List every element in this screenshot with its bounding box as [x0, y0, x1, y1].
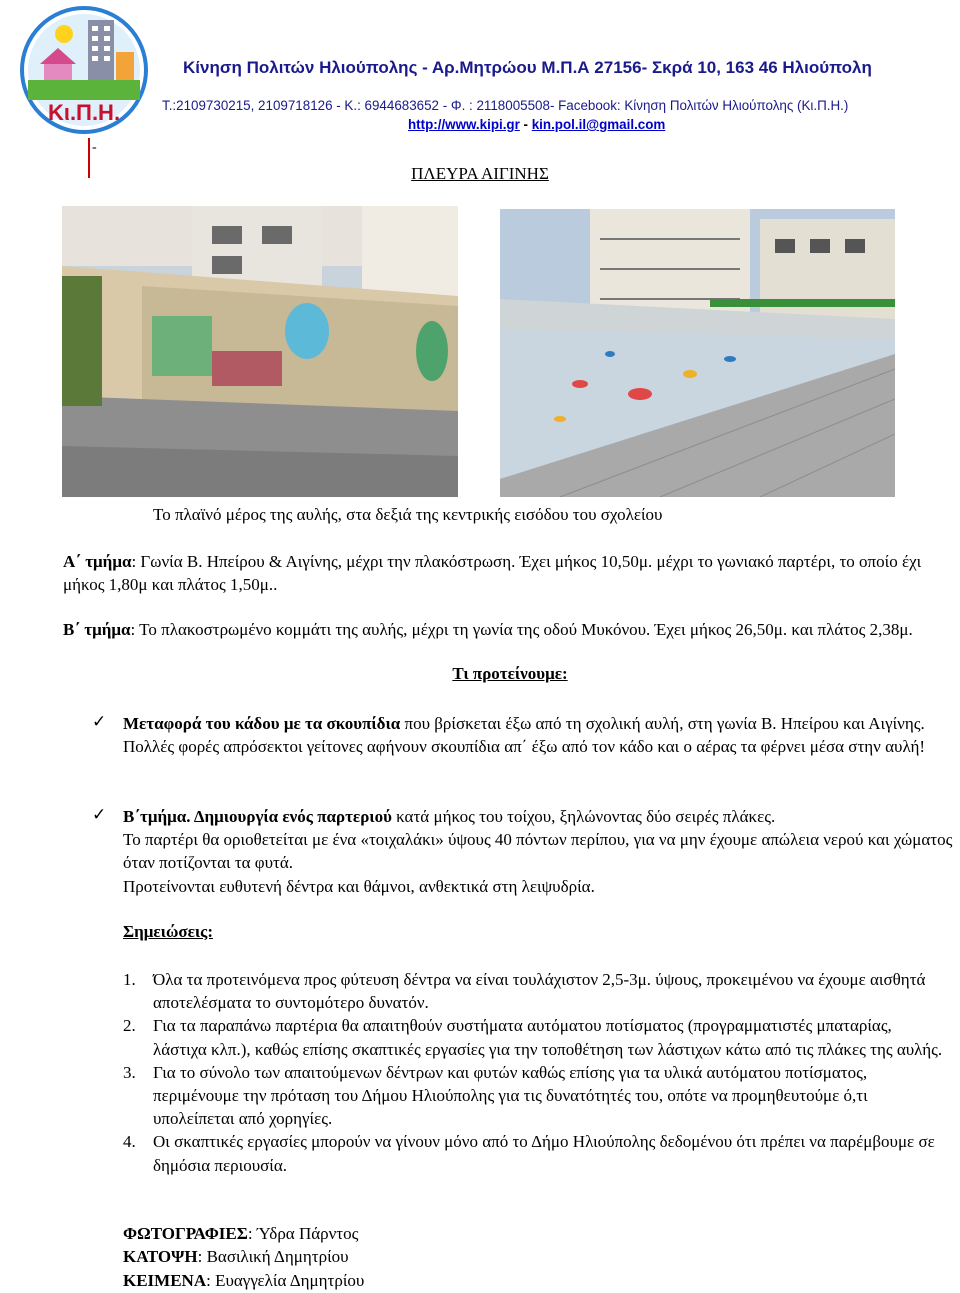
- credits-block: [123, 1222, 364, 1292]
- note-number: 1.: [123, 970, 136, 989]
- section-a-text: : Γωνία Β. Ηπείρου & Αιγίνης, μέχρι την πλακόστρωση. Έχει μήκος 10,50μ. μέχρι το γωνιακό παρτέρι, το οποίο έχι μήκος 1,80μ και πλάτος 1,50μ..: [63, 552, 922, 594]
- section-b-text: : Το πλακοστρωμένο κομμάτι της αυλής, μέχρι τη γωνία της οδού Μυκόνου. Έχει μήκος 26,50μ. και πλάτος 2,38μ.: [130, 620, 913, 639]
- list-item: [123, 1130, 943, 1176]
- credit-value: : Ύδρα Πάρντος: [247, 1224, 359, 1243]
- suggestion-2-line2: Το παρτέρι θα οριοθετείται με ένα «τοιχαλάκι» ύψους 40 πόντων περίπου, για να μην έχουμε απώλεια νερού και χώματος όταν ποτίζονται τα φυτά.: [123, 830, 953, 873]
- list-item: [123, 968, 943, 1014]
- photo-painted-wall-left: [62, 206, 458, 497]
- note-text: Οι σκαπτικές εργασίες μπορούν να γίνουν μόνο από το Δήμο Ηλιούπολης δεδομένου ότι πρέπει να παρέμβουμε σε δημόσια περιουσία.: [153, 1132, 935, 1175]
- header-address: Κίνηση Πολιτών Ηλιούπολης - Αρ.Μητρώου Μ.Π.Α 27156- Σκρά 10, 163 46 Ηλιούπολη: [183, 58, 872, 77]
- note-text: Για το σύνολο των απαιτούμενων δέντρων και φυτών καθώς επίσης για τα υλικά αυτόματου ποτίσματος, περιμένουμε την πρόταση του Δήμου Ηλιούπολης για τις δυνατότητές του, οπότε να προμηθευτούμε ό,τι υπολείπεται από χορηγίες.: [153, 1062, 868, 1129]
- notes-heading: Σημειώσεις:: [123, 922, 213, 941]
- photo-caption: Το πλαϊνό μέρος της αυλής, στα δεξιά της κεντρικής εισόδου του σχολείου: [153, 505, 663, 524]
- suggestion-item-2: [123, 805, 960, 898]
- credit-label: ΦΩΤΟΓΡΑΦΙΕΣ: [123, 1224, 248, 1243]
- credit-plan: [123, 1245, 364, 1268]
- credit-texts: [123, 1269, 364, 1292]
- suggestion-2-text: κατά μήκος του τοίχου, ξηλώνοντας δύο σειρές πλάκες.: [391, 807, 776, 826]
- email-link[interactable]: kin.pol.il@gmail.com: [531, 117, 666, 132]
- section-a-label: Α΄ τμήμα: [63, 552, 132, 571]
- credit-value: : Βασιλική Δημητρίου: [197, 1247, 349, 1267]
- link-separator: -: [519, 117, 532, 132]
- note-number: 2.: [123, 1016, 136, 1036]
- list-item: [123, 1061, 943, 1131]
- note-text: Όλα τα προτεινόμενα προς φύτευση δέντρα να είναι τουλάχιστον 2,5-3μ. ύψους, προκειμένου να έχουμε αισθητά αποτελέσματα το συντομότερο δυνατόν.: [153, 970, 926, 1013]
- section-a-paragraph: [63, 551, 933, 596]
- note-number: 3.: [123, 1062, 136, 1082]
- suggestion-1-bold: Μεταφορά του κάδου με τα σκουπίδια: [123, 714, 401, 733]
- credit-photos: [123, 1222, 364, 1245]
- suggestion-2-bold: Β΄τμήμα. Δημιουργία ενός παρτεριού: [123, 807, 392, 826]
- organization-logo: [18, 4, 154, 138]
- logo-text: Κι.Π.Η.: [47, 100, 121, 125]
- page-title: ΠΛΕΥΡΑ ΑΙΓΙΝΗΣ: [411, 164, 549, 183]
- section-b-paragraph: [63, 619, 933, 642]
- checkmark-icon: ✓: [92, 712, 107, 731]
- note-text: Για τα παραπάνω παρτέρια θα απαιτηθούν συστήματα αυτόματου ποτίσματος (προγραμματιστές μπαταρίας, λάστιχα κλπ.), καθώς επίσης σκαπτικές εργασίες για την τοποθέτηση των λάστιχων κάτω από τις πλάκες της αυλής.: [153, 1016, 943, 1059]
- suggestion-1-text: που βρίσκεται έξω από τη σχολική αυλή, στη γωνία Β. Ηπείρου και Αιγίνης. Πολλές φορές απρόσεκτοι γείτονες αφήνουν σκουπίδια απ΄ έξω από τον κάδο και ο αέρας τα φέρνει μέσα στην αυλή!: [123, 714, 926, 757]
- header-contacts: Τ.:2109730215, 2109718126 - Κ.: 6944683652 - Φ. : 2118005508- Facebook: Κίνηση Πολιτών Ηλιούπολης (Κι.Π.Η.): [162, 98, 849, 113]
- list-item: [123, 1014, 943, 1060]
- header-links: [408, 117, 665, 132]
- stray-dash: -: [92, 140, 97, 155]
- notes-list: [123, 968, 943, 1177]
- suggestions-heading: Τι προτείνουμε:: [452, 664, 568, 683]
- checkmark-icon: ✓: [92, 805, 107, 824]
- section-b-label: Β΄ τμήμα: [63, 620, 131, 639]
- suggestion-2-line3: Προτείνονται ευθυτενή δέντρα και θάμνοι, ανθεκτικά στη λειψυδρία.: [123, 876, 595, 896]
- note-number: 4.: [123, 1132, 136, 1152]
- credit-label: ΚΕΙΜΕΝΑ: [123, 1270, 207, 1290]
- suggestion-item-1: [123, 712, 960, 758]
- credit-value: : Ευαγγελία Δημητρίου: [206, 1270, 365, 1290]
- website-link[interactable]: http://www.kipi.gr: [408, 117, 520, 132]
- photo-painted-wall-right: [500, 209, 895, 497]
- credit-label: ΚΑΤΟΨΗ: [123, 1247, 198, 1267]
